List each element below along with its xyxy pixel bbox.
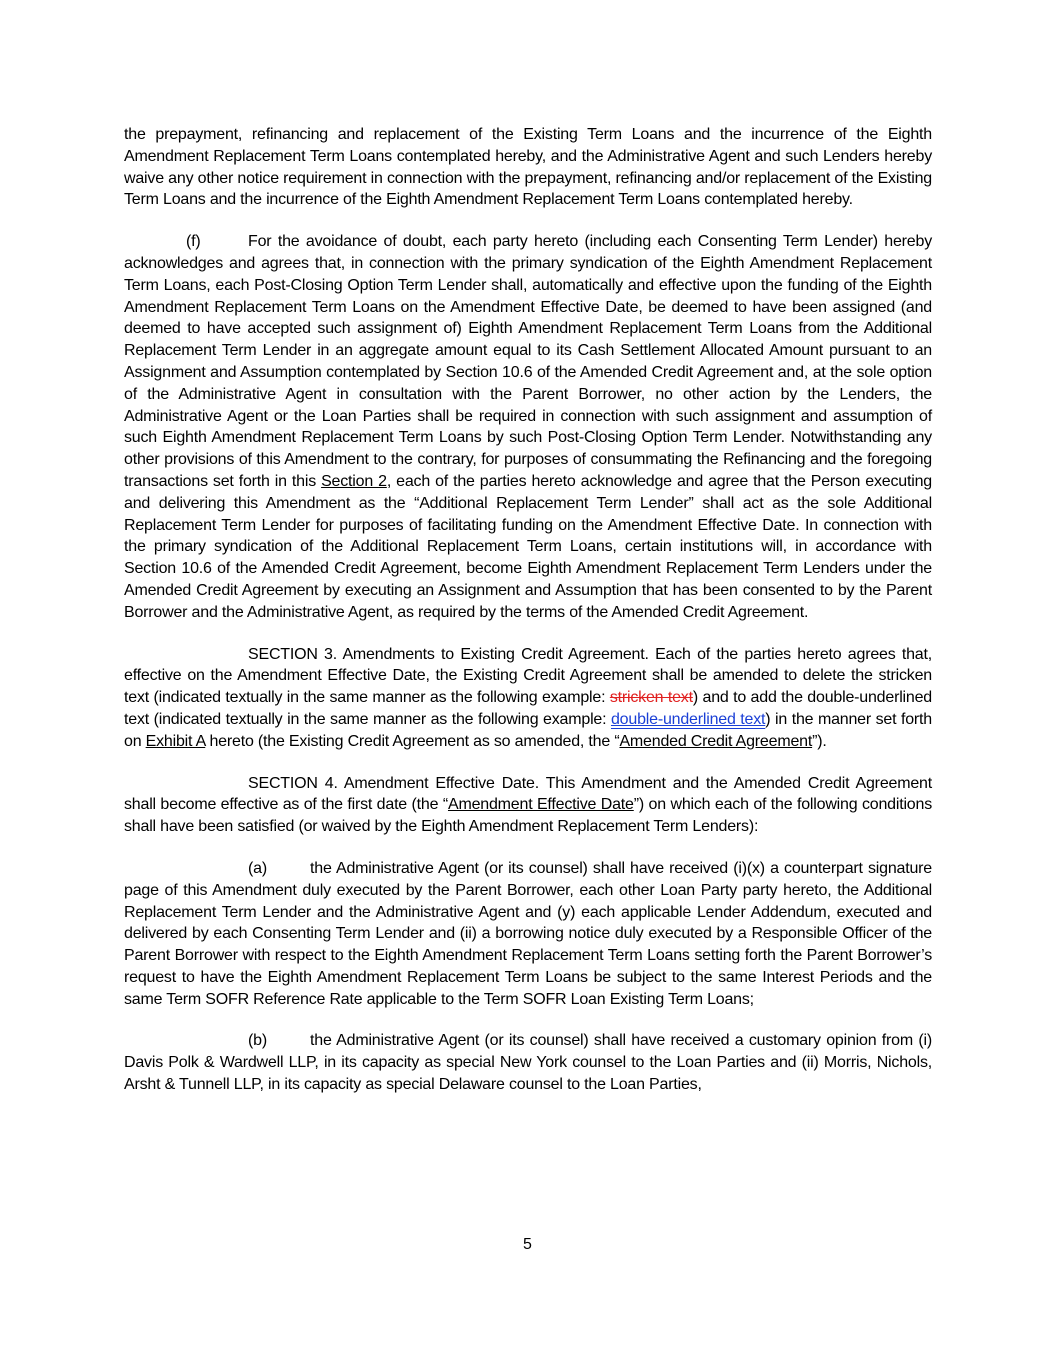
paragraph-b-label: (b)	[248, 1032, 267, 1050]
section-3	[124, 644, 932, 753]
amended-credit-agreement-term: Amended Credit Agreement	[619, 732, 813, 750]
paragraph-f-text-1: For the avoidance of doubt, each party hereto (including each Consenting Term Lender) hereby acknowledges and agrees that, in connection with the primary syndication of the Eighth Amendment Replacement Term Loans, each Post-Closing Option Term Lender shall, automatically and effective upon the funding of the Eighth Amendment Replacement Term Loans on the Amendment Effective Date, be deemed to have been assigned (and deemed to have accepted such assignment of) Eighth Amendment Replacement Term Loans from the Additional Replacement Term Lender in an aggregate amount equal to its Cash Settlement Allocated Amount pursuant to an Assignment and Assumption contemplated by Section 10.6 of the Amended Credit Agreement and, at the sole option of the Administrative Agent in consultation with the Parent Borrower, no other action by the Lenders, the Administrative Agent or the Loan Parties shall be required in connection with such assignment and assumption of such Eighth Amendment Replacement Term Loans by such Post-Closing Option Term Lender. Notwithstanding any other provisions of this Amendment to the contrary, for purposes of consummating the Refinancing and the foregoing transactions set forth in this	[124, 233, 932, 490]
paragraph-b	[124, 1030, 932, 1095]
amendment-effective-date-term: Amendment Effective Date	[447, 796, 634, 814]
section-3-text-1: Each of the parties hereto agrees that, effective on the Amendment Effective Date, the Existing Credit Agreement shall be amended to delete the stricken text (indicated textually in the same manner as the following example:	[124, 645, 932, 707]
stricken-text-example: stricken text	[609, 689, 693, 707]
paragraph-b-text: the Administrative Agent (or its counsel) shall have received a customary opinion from (i) Davis Polk & Wardwell LLP, in its capacity as special New York counsel to the Loan Parties and (ii) Morris, Nichols, Arsht & Tunnell LLP, in its capacity as special Delaware counsel to the Loan Parties,	[124, 1032, 932, 1094]
section-3-text-3: ) in the manner set forth on	[124, 710, 932, 750]
paragraph-f	[124, 231, 932, 623]
paragraph-f-text-2: , each of the parties hereto acknowledge and agree that the Person executing and delivering this Amendment as the “Additional Replacement Term Lender” shall act as the sole Additional Replacement Term Lender for purposes of facilitating funding on the Amendment Effective Date. In connection with the primary syndication of the Additional Replacement Term Loans, certain institutions will, in accordance with Section 10.6 of the Amended Credit Agreement, become Eighth Amendment Replacement Term Lenders under the Amended Credit Agreement by executing an Assignment and Assumption that has been consented to by the Parent Borrower and the Administrative Agent, as required by the terms of the Amended Credit Agreement.	[124, 472, 932, 621]
section-3-text-5: ”).	[812, 732, 827, 750]
paragraph-intro-text: the prepayment, refinancing and replacement of the Existing Term Loans and the incurrence of the Eighth Amendment Replacement Term Loans contemplated hereby, and the Administrative Agent and such Lenders hereby waive any other notice requirement in connection with the prepayment, refinancing and/or replacement of the Existing Term Loans and the incurrence of the Eighth Amendment Replacement Term Loans contemplated hereby.	[124, 126, 932, 209]
section-4-text-1: This Amendment and the Amended Credit Agreement shall become effective as of the first date (the “	[124, 774, 932, 814]
section-4-text-2: ”) on which each of the following conditions shall have been satisfied (or waived by the Eighth Amendment Replacement Term Lenders):	[124, 796, 932, 836]
section-3-heading: SECTION 3. Amendments to Existing Credit Agreement.	[248, 645, 649, 663]
paragraph-a-text: the Administrative Agent (or its counsel) shall have received (i)(x) a counterpart signature page of this Amendment duly executed by the Parent Borrower, each other Loan Party party hereto, the Additional Replacement Term Lender and the Administrative Agent and (y) each applicable Lender Addendum, executed and delivered by each Consenting Term Lender and (ii) a borrowing notice duly executed by a Responsible Officer of the Parent Borrower with respect to the Eighth Amendment Replacement Term Loans setting forth the Parent Borrower’s request to have the Eighth Amendment Replacement Term Loans be subject to the same Interest Periods and the same Term SOFR Reference Rate applicable to the Term SOFR Loan Existing Term Loans;	[124, 859, 932, 1008]
document-page	[124, 124, 932, 1116]
section-4	[124, 773, 932, 838]
section-2-reference: Section 2	[321, 472, 387, 490]
exhibit-a-reference: Exhibit A	[145, 732, 206, 750]
page-number: 5	[523, 1236, 532, 1253]
paragraph-intro	[124, 124, 932, 211]
paragraph-a-label: (a)	[248, 859, 267, 877]
section-4-heading: SECTION 4. Amendment Effective Date.	[248, 774, 539, 792]
paragraph-a	[124, 858, 932, 1011]
section-3-text-4: hereto (the Existing Credit Agreement as so amended, the “	[205, 732, 620, 750]
double-underlined-text-example: double-underlined text	[610, 710, 766, 728]
section-3-text-2: ) and to add the double-underlined text (indicated textually in the same manner as the following example:	[124, 689, 932, 728]
paragraph-f-label: (f)	[186, 233, 201, 251]
